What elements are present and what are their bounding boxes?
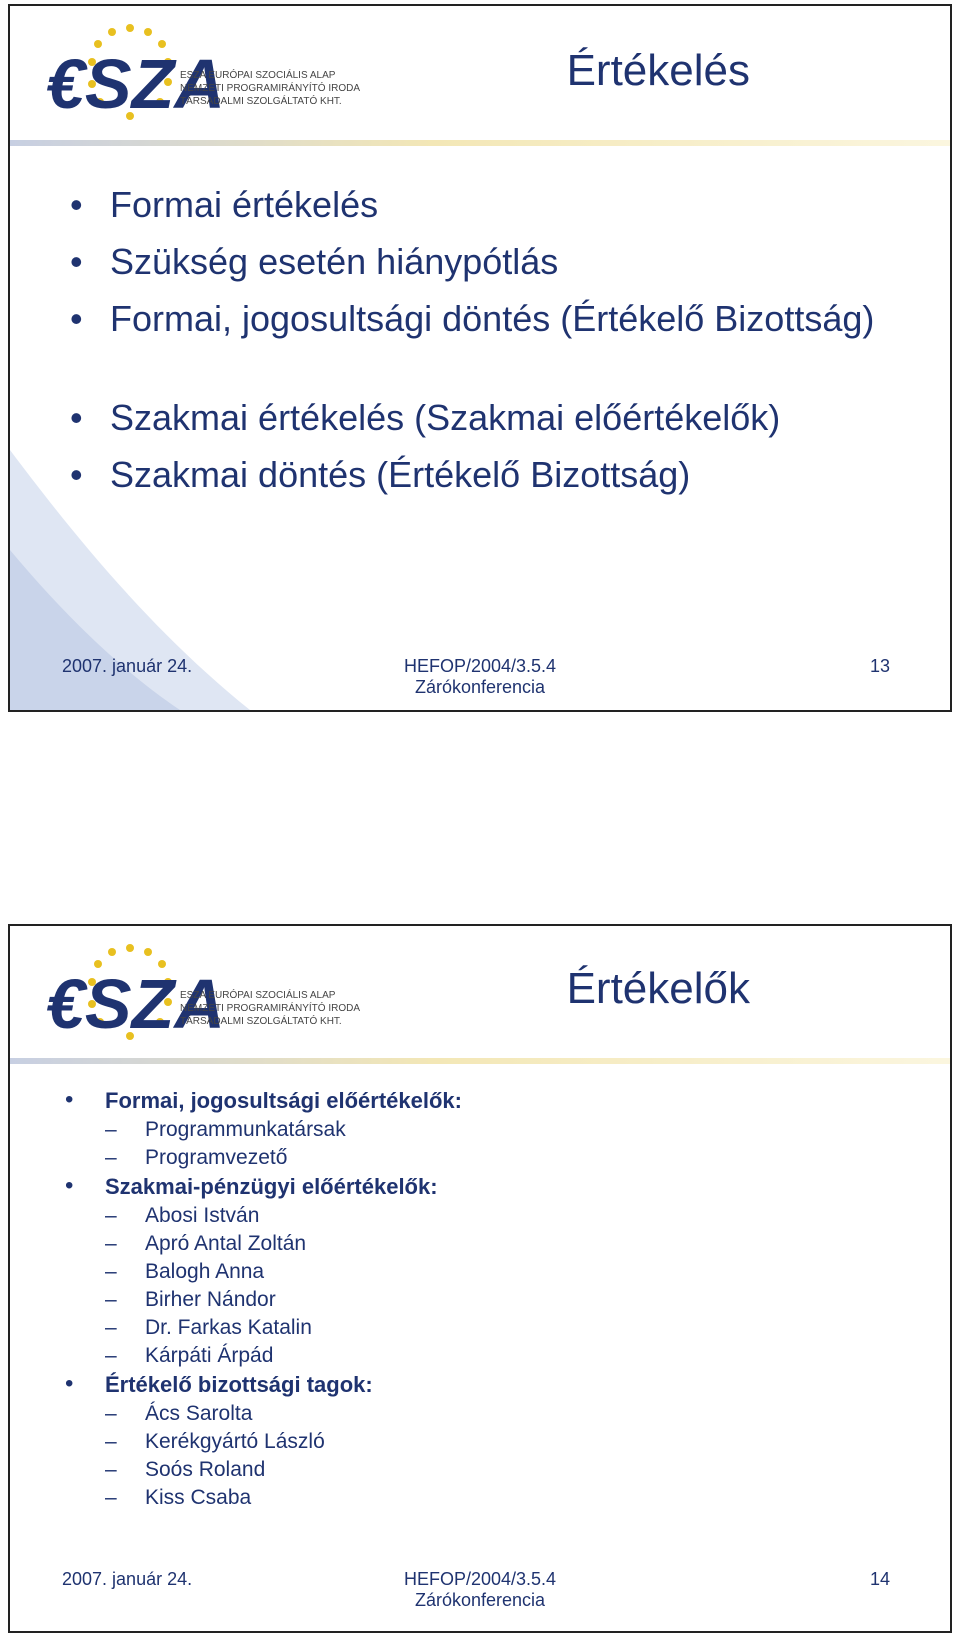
footer-conference (10, 1569, 950, 1611)
list-item: – Ács Sarolta (105, 1400, 905, 1428)
list-item: • Szükség esetén hiánypótlás (70, 233, 910, 290)
footer-event: Zárókonferencia (414, 1590, 546, 1610)
list-item: • Formai, jogosultsági döntés (Értékelő Bizottság) (70, 290, 910, 347)
group-heading: • Értékelő bizottsági tagok: (105, 1372, 373, 1397)
page-number: 14 (869, 1569, 890, 1589)
list-group (65, 1172, 905, 1370)
footer-event: Zárókonferencia (414, 677, 546, 697)
header-divider (10, 140, 950, 146)
list-item: – Soós Roland (105, 1456, 905, 1484)
sub-list (105, 1116, 905, 1172)
list-group (65, 1086, 905, 1172)
footer-project: HEFOP/2004/3.5.4 (403, 656, 557, 676)
esza-logo (30, 16, 360, 136)
logo-text-line-2: NEMZETI PROGRAMIRÁNYÍTÓ IRODA (180, 83, 360, 94)
bullet-list (70, 176, 910, 503)
group-heading: • Formai, jogosultsági előértékelők: (105, 1088, 462, 1113)
footer-date: 2007. január 24. (62, 1569, 193, 1589)
list-group (65, 1370, 905, 1512)
list-item: – Apró Antal Zoltán (105, 1230, 905, 1258)
logo-text-line-2: NEMZETI PROGRAMIRÁNYÍTÓ IRODA (180, 1003, 360, 1014)
esza-logo (30, 936, 360, 1056)
list-item: – Balogh Anna (105, 1258, 905, 1286)
slide-13 (8, 4, 952, 712)
logo-text-line-3: TÁRSADALMI SZOLGÁLTATÓ KHT. (180, 1016, 342, 1027)
footer-conference (10, 656, 950, 698)
footer-date: 2007. január 24. (62, 656, 193, 676)
list-item: – Kiss Csaba (105, 1484, 905, 1512)
list-item: • Szakmai döntés (Értékelő Bizottság) (70, 446, 910, 503)
slide-14 (8, 924, 952, 1633)
list-item: – Abosi István (105, 1202, 905, 1230)
bullet-list (65, 1086, 905, 1512)
list-item: • Szakmai értékelés (Szakmai előértékelők) (70, 389, 910, 446)
logo-text-line-3: TÁRSADALMI SZOLGÁLTATÓ KHT. (180, 96, 342, 107)
list-item: – Programvezető (105, 1144, 905, 1172)
page-number: 13 (869, 656, 890, 676)
footer-project: HEFOP/2004/3.5.4 (403, 1569, 557, 1589)
slide-title: Értékelők (566, 964, 750, 1013)
logo-text-line-1: ESZA EURÓPAI SZOCIÁLIS ALAP (180, 990, 336, 1001)
logo-text-line-1: ESZA EURÓPAI SZOCIÁLIS ALAP (180, 70, 336, 81)
slide-title: Értékelés (566, 46, 750, 95)
list-item: – Programmunkatársak (105, 1116, 905, 1144)
header-divider (10, 1058, 950, 1064)
list-item: – Kerékgyártó László (105, 1428, 905, 1456)
list-item: – Birher Nándor (105, 1286, 905, 1314)
sub-list (105, 1400, 905, 1512)
list-item: – Kárpáti Árpád (105, 1342, 905, 1370)
sub-list (105, 1202, 905, 1370)
group-heading: • Szakmai-pénzügyi előértékelők: (105, 1174, 438, 1199)
list-item: • Formai értékelés (70, 176, 910, 233)
list-item: – Dr. Farkas Katalin (105, 1314, 905, 1342)
